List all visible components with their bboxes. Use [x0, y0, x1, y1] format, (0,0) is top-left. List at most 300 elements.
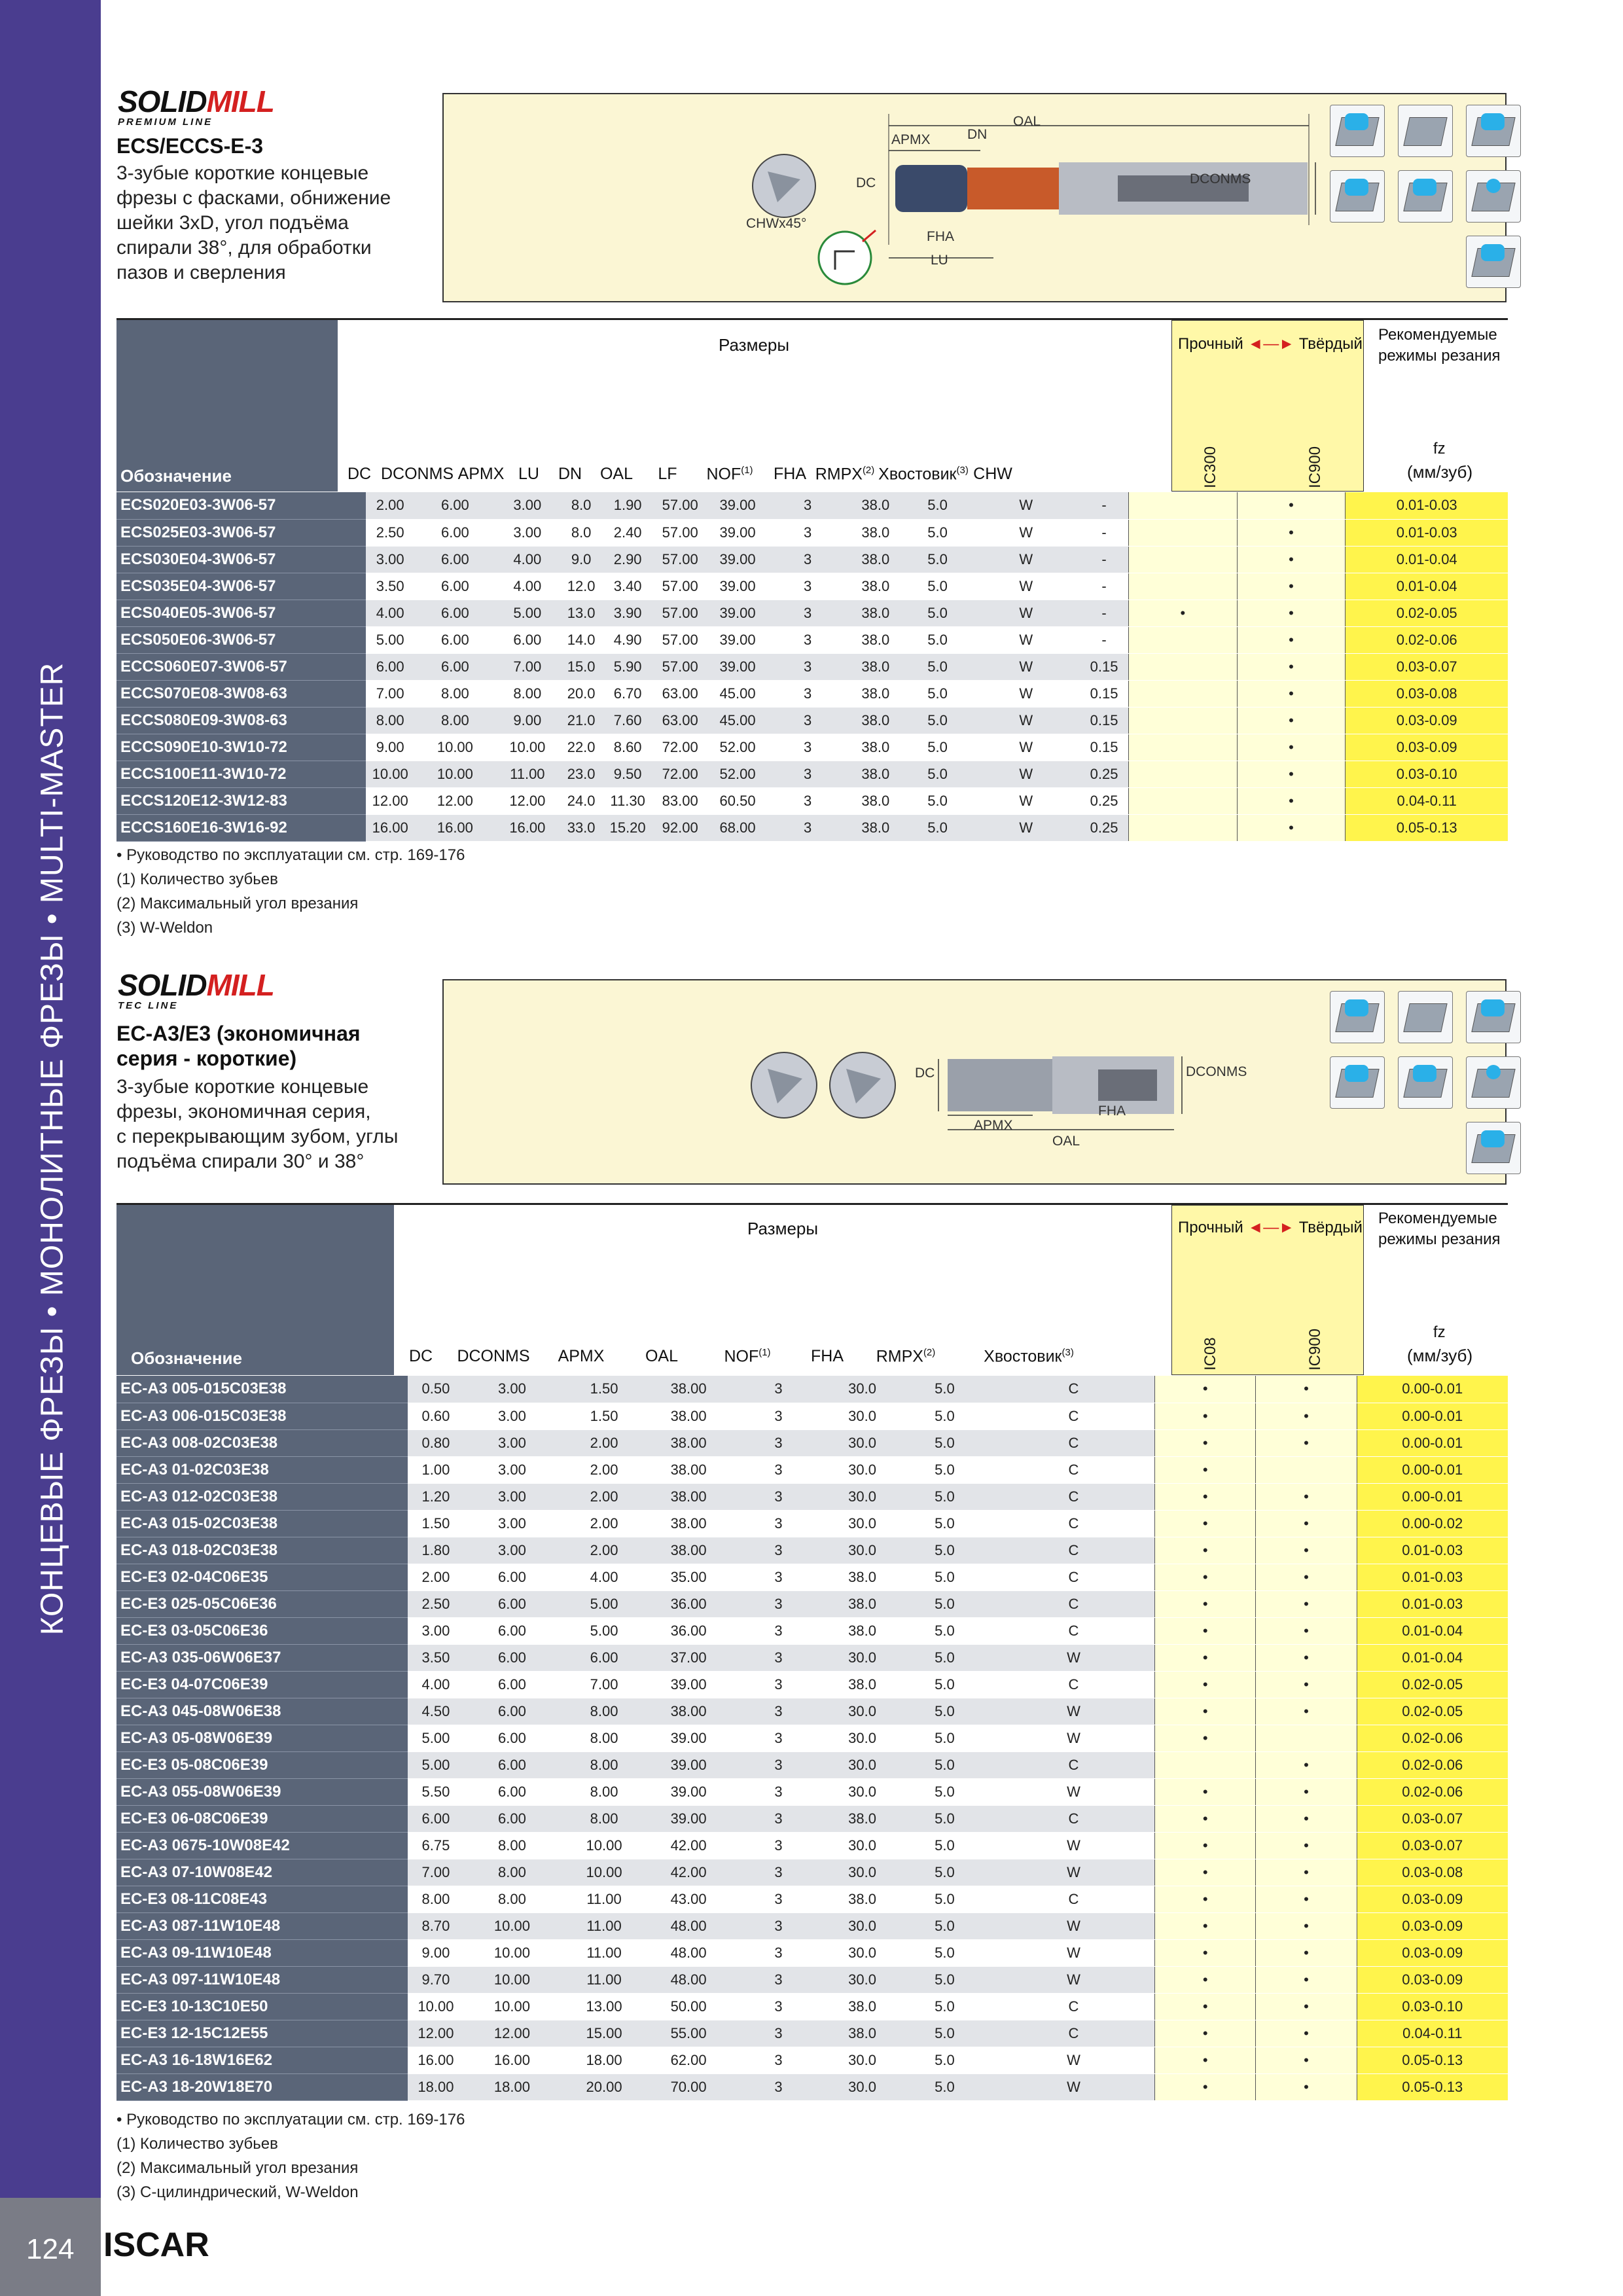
cell-хвостовик: W: [972, 707, 1080, 734]
row-designation: EC-A3 006-015C03E38: [116, 1403, 408, 1429]
cell-хвостовик: C: [993, 1456, 1155, 1483]
page-number: 124: [26, 2233, 75, 2265]
cell-dc: 5.00: [408, 1751, 464, 1778]
cell-oal: 38.00: [648, 1483, 729, 1510]
cell-oal: 38.00: [648, 1376, 729, 1403]
cell-хвостовик: C: [993, 1483, 1155, 1510]
cell-fha: 38.0: [828, 1564, 897, 1590]
col-header-lf: LF: [658, 465, 677, 483]
cell-dc: 0.80: [408, 1429, 464, 1456]
cell-rmpx: 5.0: [897, 1429, 993, 1456]
cell-fha: 30.0: [828, 1751, 897, 1778]
cell-fha: 38.0: [828, 1993, 897, 2020]
cell-dconms: 6.00: [464, 1671, 560, 1698]
cell-nof: 3: [729, 1510, 828, 1537]
cell-fz: 0.01-0.03: [1346, 519, 1508, 546]
table-row: [116, 1483, 1508, 1510]
table-row: [116, 1725, 1508, 1751]
cell-oal: 48.00: [648, 1966, 729, 1993]
cell-grade: •: [1256, 1886, 1357, 1912]
application-icons: [1330, 105, 1521, 288]
cell-хвостовик: W: [972, 492, 1080, 519]
cell-dconms: 6.00: [464, 1698, 560, 1725]
cell-rmpx: 5.0: [897, 1403, 993, 1429]
cell-nof: 3: [729, 1617, 828, 1644]
label-dc-2: DC: [915, 1066, 935, 1081]
cell-rmpx: 5.0: [897, 1617, 993, 1644]
row-designation: EC-A3 005-015C03E38: [116, 1376, 408, 1403]
cell-lu: 21.0: [559, 707, 603, 734]
cell-oal: 36.00: [648, 1590, 729, 1617]
cell-fz: 0.03-0.07: [1346, 653, 1508, 680]
cell-chw: 0.15: [1080, 653, 1128, 680]
cell-apmx: 11.00: [560, 1939, 648, 1966]
cell-rmpx: 5.0: [903, 626, 972, 653]
cell-fha: 38.0: [848, 787, 902, 814]
header-grade-2-2: IC900: [1306, 1328, 1324, 1371]
row-designation: EC-E3 03-05C06E36: [116, 1617, 408, 1644]
label-fha-2: FHA: [1098, 1103, 1126, 1119]
cell-oal: 92.00: [652, 814, 708, 841]
cell-fha: 38.0: [848, 519, 902, 546]
cell-хвостовик: W: [972, 761, 1080, 787]
drilling-icon: [1466, 1056, 1521, 1109]
cell-lf: 68.00: [708, 814, 767, 841]
cell-dn: 9.50: [603, 761, 652, 787]
cell-nof: 3: [729, 1590, 828, 1617]
col-header-rmpx: RMPX$^{(2)}$: [815, 465, 875, 484]
cell-dconms: 16.00: [414, 814, 495, 841]
table-row: [116, 707, 1508, 734]
label-oal-2: OAL: [1052, 1134, 1080, 1149]
cell-nof: 3: [729, 2020, 828, 2047]
cell-dc: 1.20: [408, 1483, 464, 1510]
cell-lu: 15.0: [559, 653, 603, 680]
cell-rmpx: 5.0: [903, 787, 972, 814]
cell-rmpx: 5.0: [897, 1832, 993, 1859]
header-recommended: Рекомендуемые режимы резания: [1378, 326, 1501, 365]
cell-apmx: 4.00: [495, 573, 559, 600]
profile-icon: [1398, 170, 1453, 223]
col-header-dc: DC: [347, 465, 372, 483]
cell-oal: 72.00: [652, 761, 708, 787]
cell-oal: 39.00: [648, 1671, 729, 1698]
row-designation: EC-A3 097-11W10E48: [116, 1966, 408, 1993]
cell-fz: 0.02-0.06: [1346, 626, 1508, 653]
cell-dn: 3.40: [603, 573, 652, 600]
cell-apmx: 8.00: [560, 1778, 648, 1805]
cell-grade: •: [1155, 1537, 1256, 1564]
header-fz-2: fz: [1433, 1323, 1446, 1341]
cell-grade: [1256, 1456, 1357, 1483]
table-row: [116, 573, 1508, 600]
cell-grade: [1128, 626, 1237, 653]
cell-dc: 2.00: [366, 492, 414, 519]
cell-fz: 0.03-0.10: [1346, 761, 1508, 787]
cell-oal: 39.00: [648, 1778, 729, 1805]
label-oal: OAL: [1013, 114, 1041, 129]
cell-хвостовик: W: [993, 1725, 1155, 1751]
pocket-icon: [1398, 105, 1453, 157]
cell-fha: 38.0: [828, 1886, 897, 1912]
cell-grade: •: [1256, 1778, 1357, 1805]
row-designation: EC-A3 05-08W06E39: [116, 1725, 408, 1751]
row-designation: ECCS160E16-3W16-92: [116, 814, 366, 841]
cell-grade: [1128, 653, 1237, 680]
cell-grade: •: [1256, 1912, 1357, 1939]
section-title-2: EC-A3/E3 (экономичная серия - короткие): [116, 1022, 361, 1070]
cell-rmpx: 5.0: [897, 1510, 993, 1537]
cell-dc: 5.50: [408, 1778, 464, 1805]
header-dimensions: Размеры: [719, 335, 790, 355]
cell-grade: •: [1256, 1859, 1357, 1886]
cell-fha: 38.0: [828, 1671, 897, 1698]
cell-grade: •: [1256, 1617, 1357, 1644]
cell-nof: 3: [767, 600, 848, 626]
cell-dconms: 6.00: [414, 546, 495, 573]
cell-dconms: 10.00: [414, 734, 495, 761]
cell-dconms: 6.00: [414, 626, 495, 653]
cell-lu: 24.0: [559, 787, 603, 814]
cell-grade: •: [1155, 1510, 1256, 1537]
cell-хвостовик: W: [972, 680, 1080, 707]
cell-fz: 0.00-0.02: [1357, 1510, 1508, 1537]
cell-dconms: 18.00: [464, 2073, 560, 2100]
cell-dn: 11.30: [603, 787, 652, 814]
cell-dn: 1.90: [603, 492, 652, 519]
cell-grade: [1128, 680, 1237, 707]
cell-apmx: 7.00: [495, 653, 559, 680]
profile-icon: [1398, 1056, 1453, 1109]
cell-dc: 2.50: [408, 1590, 464, 1617]
cell-хвостовик: C: [993, 1617, 1155, 1644]
cell-dconms: 6.00: [414, 573, 495, 600]
cell-apmx: 3.00: [495, 492, 559, 519]
cell-grade: •: [1237, 787, 1346, 814]
row-designation: EC-E3 02-04C06E35: [116, 1564, 408, 1590]
cell-grade: •: [1256, 1993, 1357, 2020]
cell-хвостовик: W: [972, 573, 1080, 600]
cell-fha: 30.0: [828, 1456, 897, 1483]
label-apmx-2: APMX: [974, 1118, 1013, 1133]
cell-grade: •: [1256, 1590, 1357, 1617]
row-designation: EC-A3 015-02C03E38: [116, 1510, 408, 1537]
cell-fz: 0.00-0.01: [1357, 1429, 1508, 1456]
cell-lf: 39.00: [708, 600, 767, 626]
table-row: [116, 2020, 1508, 2047]
cell-dc: 18.00: [408, 2073, 464, 2100]
cell-dconms: 6.00: [414, 600, 495, 626]
header-grade-1: IC300: [1202, 446, 1219, 488]
cell-grade: •: [1256, 1939, 1357, 1966]
cell-grade: •: [1155, 2073, 1256, 2100]
cell-fz: 0.01-0.03: [1346, 492, 1508, 519]
cell-dc: 7.00: [408, 1859, 464, 1886]
table-row: [116, 1376, 1508, 1403]
cell-fz: 0.01-0.03: [1357, 1590, 1508, 1617]
row-designation: EC-E3 05-08C06E39: [116, 1751, 408, 1778]
row-designation: EC-A3 018-02C03E38: [116, 1537, 408, 1564]
cell-grade: •: [1256, 1644, 1357, 1671]
cell-хвостовик: W: [993, 1778, 1155, 1805]
cell-nof: 3: [767, 546, 848, 573]
cell-apmx: 5.00: [495, 600, 559, 626]
cell-fz: 0.01-0.04: [1346, 546, 1508, 573]
cell-grade: •: [1256, 1403, 1357, 1429]
col-header-chw: CHW: [973, 465, 1012, 483]
cell-nof: 3: [729, 1376, 828, 1403]
cell-rmpx: 5.0: [903, 573, 972, 600]
cell-apmx: 10.00: [560, 1832, 648, 1859]
label-apmx: APMX: [891, 132, 931, 147]
cell-хвостовик: C: [993, 1376, 1155, 1403]
cell-oal: 57.00: [652, 546, 708, 573]
logo-subline-2: TEC LINE: [118, 1000, 179, 1011]
cell-fha: 38.0: [848, 573, 902, 600]
cell-fz: 0.03-0.08: [1346, 680, 1508, 707]
cell-grade: •: [1155, 1698, 1256, 1725]
cell-grade: [1128, 546, 1237, 573]
cell-apmx: 10.00: [495, 734, 559, 761]
cell-oal: 48.00: [648, 1939, 729, 1966]
cell-fha: 30.0: [828, 1537, 897, 1564]
cell-dc: 1.50: [408, 1510, 464, 1537]
cell-хвостовик: W: [972, 787, 1080, 814]
cell-dconms: 6.00: [464, 1725, 560, 1751]
cell-rmpx: 5.0: [897, 1805, 993, 1832]
cell-хвостовик: W: [993, 1644, 1155, 1671]
cell-dn: 5.90: [603, 653, 652, 680]
row-designation: EC-E3 12-15C12E55: [116, 2020, 408, 2047]
cell-nof: 3: [767, 787, 848, 814]
pocket-icon: [1398, 991, 1453, 1043]
cell-fz: 0.02-0.06: [1357, 1725, 1508, 1751]
cell-rmpx: 5.0: [903, 653, 972, 680]
section-description-2: 3-зубые короткие концевые фрезы, экономичная серия, с перекрывающим зубом, углы подъёма спирали 30° и 38°: [116, 1076, 399, 1172]
cell-apmx: 2.00: [560, 1510, 648, 1537]
cell-oal: 38.00: [648, 1510, 729, 1537]
cell-lf: 45.00: [708, 680, 767, 707]
cell-rmpx: 5.0: [903, 734, 972, 761]
cell-nof: 3: [729, 1483, 828, 1510]
cell-fz: 0.00-0.01: [1357, 1483, 1508, 1510]
row-designation: EC-A3 087-11W10E48: [116, 1912, 408, 1939]
helical-icon: [1330, 1056, 1385, 1109]
cell-chw: -: [1080, 573, 1128, 600]
cell-chw: 0.25: [1080, 787, 1128, 814]
cell-oal: 57.00: [652, 653, 708, 680]
row-designation: EC-A3 035-06W06E37: [116, 1644, 408, 1671]
cell-rmpx: 5.0: [897, 1483, 993, 1510]
cell-apmx: 6.00: [560, 1644, 648, 1671]
cell-rmpx: 5.0: [903, 680, 972, 707]
cell-dconms: 6.00: [414, 653, 495, 680]
cell-хвостовик: W: [972, 546, 1080, 573]
cell-fha: 30.0: [828, 1912, 897, 1939]
cell-dc: 5.00: [366, 626, 414, 653]
cell-хвостовик: W: [972, 519, 1080, 546]
cell-grade: •: [1155, 1725, 1256, 1751]
table-row: [116, 1590, 1508, 1617]
cell-oal: 43.00: [648, 1886, 729, 1912]
cell-grade: •: [1256, 1483, 1357, 1510]
row-designation: EC-A3 008-02C03E38: [116, 1429, 408, 1456]
cell-fz: 0.04-0.11: [1357, 2020, 1508, 2047]
table-row: [116, 1939, 1508, 1966]
row-designation: EC-E3 08-11C08E43: [116, 1886, 408, 1912]
cell-dn: 8.60: [603, 734, 652, 761]
cell-fha: 30.0: [828, 1859, 897, 1886]
table-row: [116, 2073, 1508, 2100]
cell-fha: 38.0: [848, 626, 902, 653]
cell-dc: 2.50: [366, 519, 414, 546]
col-header-dn: DN: [558, 465, 582, 483]
cell-rmpx: 5.0: [897, 2020, 993, 2047]
col-header-apmx: APMX: [457, 465, 505, 483]
col-header-oal: OAL: [645, 1347, 679, 1365]
col-header-dconms: DCONMS: [381, 465, 454, 483]
row-designation: EC-E3 025-05C06E36: [116, 1590, 408, 1617]
cell-fz: 0.01-0.04: [1357, 1644, 1508, 1671]
cell-nof: 3: [729, 1698, 828, 1725]
cell-dc: 4.50: [408, 1698, 464, 1725]
cell-nof: 3: [767, 653, 848, 680]
table-row: [116, 1886, 1508, 1912]
cell-nof: 3: [729, 1832, 828, 1859]
sidebar-title: КОНЦЕВЫЕ ФРЕЗЫ • МОНОЛИТНЫЕ ФРЕЗЫ • MULTI-MASTER: [35, 662, 70, 1636]
table-row: [116, 1671, 1508, 1698]
cell-grade: •: [1256, 2047, 1357, 2073]
cell-lf: 39.00: [708, 653, 767, 680]
cell-rmpx: 5.0: [903, 707, 972, 734]
cell-dc: 9.70: [408, 1966, 464, 1993]
cell-grade: •: [1256, 1966, 1357, 1993]
cell-oal: 63.00: [652, 707, 708, 734]
cell-rmpx: 5.0: [897, 1537, 993, 1564]
cell-lf: 39.00: [708, 626, 767, 653]
cell-grade: •: [1155, 1617, 1256, 1644]
ramping-icon: [1466, 991, 1521, 1043]
cell-apmx: 4.00: [560, 1564, 648, 1590]
cell-chw: -: [1080, 519, 1128, 546]
cell-fz: 0.05-0.13: [1357, 2073, 1508, 2100]
cell-fha: 38.0: [848, 546, 902, 573]
row-designation: ECCS090E10-3W10-72: [116, 734, 366, 761]
cell-grade: •: [1237, 626, 1346, 653]
cell-lu: 23.0: [559, 761, 603, 787]
cell-grade: •: [1256, 1429, 1357, 1456]
cell-chw: 0.15: [1080, 680, 1128, 707]
cell-lu: 22.0: [559, 734, 603, 761]
cell-dc: 3.00: [366, 546, 414, 573]
cell-rmpx: 5.0: [903, 519, 972, 546]
cell-oal: 38.00: [648, 1429, 729, 1456]
cell-fz: 0.03-0.09: [1357, 1939, 1508, 1966]
cell-fz: 0.02-0.05: [1346, 600, 1508, 626]
cell-oal: 62.00: [648, 2047, 729, 2073]
cell-apmx: 2.00: [560, 1483, 648, 1510]
cell-rmpx: 5.0: [897, 1671, 993, 1698]
footnotes-2: • Руководство по эксплуатации см. стр. 169-176 (1) Количество зубьев (2) Максимальный угол врезания (3) C-цилиндрический, W-Weldon: [116, 2111, 465, 2201]
cell-rmpx: 5.0: [897, 1778, 993, 1805]
table-row: [116, 2047, 1508, 2073]
cell-хвостовик: C: [993, 1403, 1155, 1429]
cell-oal: 38.00: [648, 1456, 729, 1483]
cell-lf: 39.00: [708, 519, 767, 546]
col-header-apmx: APMX: [558, 1347, 605, 1365]
header-dimensions-2: Размеры: [747, 1219, 819, 1238]
table-row: [116, 492, 1508, 519]
cell-lu: 8.0: [559, 519, 603, 546]
cell-fz: 0.03-0.08: [1357, 1859, 1508, 1886]
table-row: [116, 1805, 1508, 1832]
cell-fz: 0.00-0.01: [1357, 1376, 1508, 1403]
cell-grade: •: [1155, 1912, 1256, 1939]
cell-grade: •: [1155, 1778, 1256, 1805]
cell-dc: 0.50: [408, 1376, 464, 1403]
cell-fha: 30.0: [828, 1510, 897, 1537]
logo-subline: PREMIUM LINE: [118, 117, 213, 128]
cell-grade: •: [1237, 680, 1346, 707]
cell-lu: 8.0: [559, 492, 603, 519]
col-header-nof: NOF$^{(1)}$: [724, 1347, 771, 1366]
cell-rmpx: 5.0: [897, 1912, 993, 1939]
cell-fha: 38.0: [848, 680, 902, 707]
label-dn: DN: [967, 127, 988, 142]
cell-grade: [1256, 1725, 1357, 1751]
cell-fha: 38.0: [848, 814, 902, 841]
cell-grade: •: [1155, 1671, 1256, 1698]
cell-lf: 52.00: [708, 761, 767, 787]
helical-icon: [1330, 170, 1385, 223]
cell-apmx: 2.00: [560, 1456, 648, 1483]
cell-dconms: 6.00: [464, 1778, 560, 1805]
cell-apmx: 2.00: [560, 1429, 648, 1456]
cell-grade: •: [1256, 1564, 1357, 1590]
cell-oal: 42.00: [648, 1859, 729, 1886]
cell-chw: -: [1080, 492, 1128, 519]
header-fz-unit-2: (мм/зуб): [1407, 1346, 1473, 1365]
cell-grade: •: [1256, 2073, 1357, 2100]
cell-lf: 39.00: [708, 546, 767, 573]
row-designation: ECS040E05-3W06-57: [116, 600, 366, 626]
cell-oal: 48.00: [648, 1912, 729, 1939]
cell-apmx: 1.50: [560, 1403, 648, 1429]
cell-lf: 39.00: [708, 573, 767, 600]
cell-grade: [1155, 1751, 1256, 1778]
slotting-icon: [1330, 991, 1385, 1043]
cell-fha: 30.0: [828, 1778, 897, 1805]
cell-хвостовик: W: [993, 2073, 1155, 2100]
cell-dconms: 10.00: [464, 1912, 560, 1939]
row-designation: ECS050E06-3W06-57: [116, 626, 366, 653]
cell-fha: 30.0: [828, 1376, 897, 1403]
cell-dc: 12.00: [366, 787, 414, 814]
cell-fha: 30.0: [828, 1483, 897, 1510]
cell-dconms: 16.00: [464, 2047, 560, 2073]
cell-rmpx: 5.0: [903, 546, 972, 573]
cell-dc: 8.00: [408, 1886, 464, 1912]
label-dconms: DCONMS: [1190, 171, 1251, 187]
cell-lu: 20.0: [559, 680, 603, 707]
cell-хвостовик: C: [993, 1671, 1155, 1698]
cell-lf: 52.00: [708, 734, 767, 761]
application-icons-2: [1330, 991, 1521, 1174]
cell-dc: 6.00: [366, 653, 414, 680]
cell-хвостовик: W: [993, 1966, 1155, 1993]
cell-chw: 0.25: [1080, 761, 1128, 787]
cell-rmpx: 5.0: [897, 2047, 993, 2073]
